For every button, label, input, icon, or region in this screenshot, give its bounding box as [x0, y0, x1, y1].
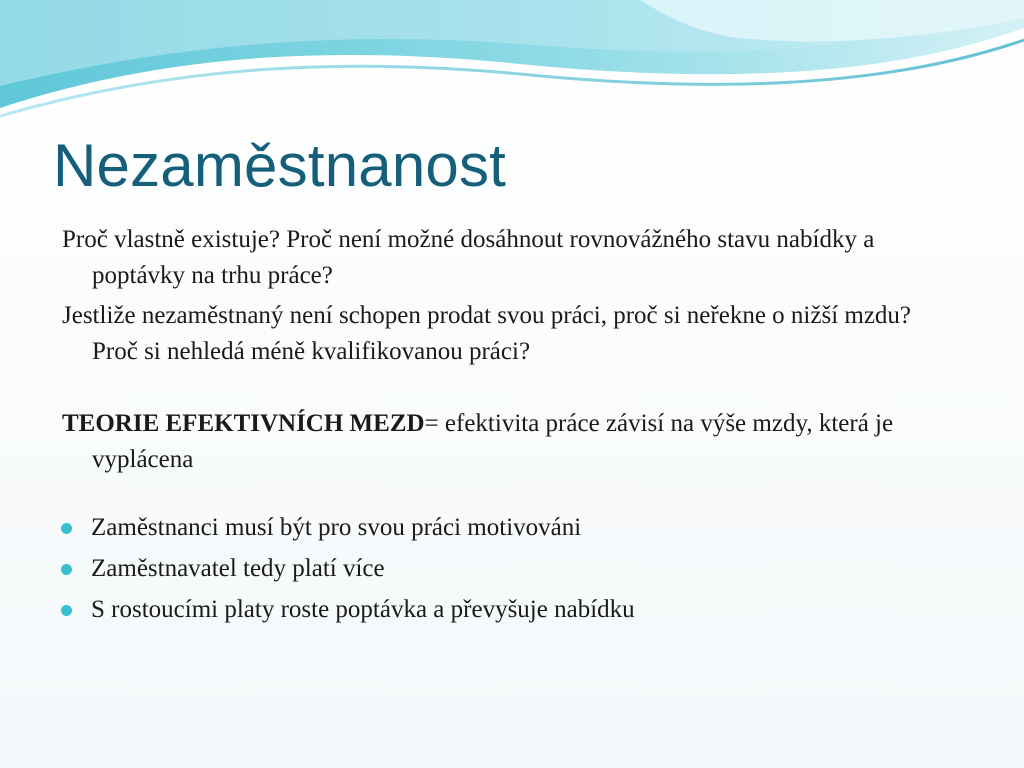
bullet-list	[62, 510, 962, 628]
bullet-icon	[61, 523, 72, 534]
paragraph-theory	[62, 406, 962, 478]
slide-body	[62, 222, 962, 633]
list-item	[61, 510, 962, 546]
list-item	[61, 592, 962, 628]
paragraph-question-2: Jestliže nezaměstnaný není schopen prodat svou práci, proč si neřekne o nižší mzdu? Proč si nehledá méně kvalifikovanou práci?	[62, 302, 912, 365]
theory-term: TEORIE EFEKTIVNÍCH MEZD	[62, 410, 425, 437]
list-item	[61, 551, 962, 587]
header-wave-decoration	[0, 0, 1024, 140]
bullet-icon	[61, 564, 72, 575]
bullet-text: Zaměstnavatel tedy platí více	[91, 555, 385, 582]
bullet-icon	[61, 605, 72, 616]
bullet-text: S rostoucími platy roste poptávka a převyšuje nabídku	[91, 596, 635, 623]
theory-definition: = efektivita práce závisí na výše mzdy, která je vyplácena	[92, 410, 894, 473]
paragraph-question-1: Proč vlastně existuje? Proč není možné dosáhnout rovnovážného stavu nabídky a poptávky na trhu práce?	[62, 226, 875, 289]
slide-title: Nezaměstnanost	[53, 132, 507, 199]
bullet-text: Zaměstnanci musí být pro svou práci motivováni	[91, 514, 582, 541]
